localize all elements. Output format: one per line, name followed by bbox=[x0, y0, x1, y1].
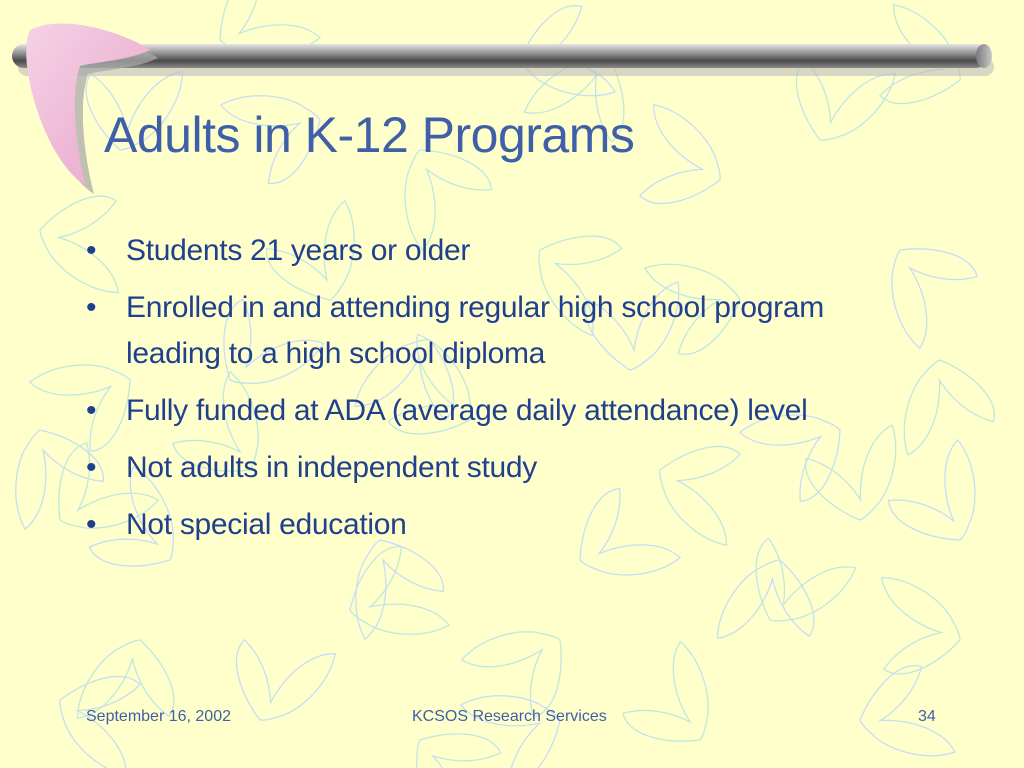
bullet-text: Students 21 years or older bbox=[126, 234, 471, 267]
bullet-marker: • bbox=[86, 234, 97, 267]
bullet-item bbox=[86, 445, 926, 491]
bullet-text: Not adults in independent study bbox=[126, 451, 537, 484]
bullet-text: Enrolled in and attending regular high school program leading to a high school diploma bbox=[126, 291, 824, 370]
bullet-item bbox=[86, 388, 926, 434]
bullet-marker: • bbox=[86, 394, 97, 427]
bullet-item bbox=[86, 285, 926, 377]
bullet-text: Fully funded at ADA (average daily attendance) level bbox=[126, 394, 808, 427]
bullet-marker: • bbox=[86, 291, 97, 324]
bullet-marker: • bbox=[86, 451, 97, 484]
bullet-item bbox=[86, 502, 926, 548]
slide-title: Adults in K-12 Programs bbox=[104, 107, 635, 163]
footer-date: September 16, 2002 bbox=[86, 708, 231, 725]
footer-organization: KCSOS Research Services bbox=[412, 708, 607, 725]
bullet-item bbox=[86, 228, 926, 274]
bullet-marker: • bbox=[86, 508, 97, 541]
bullet-text: Not special education bbox=[126, 508, 407, 541]
bullet-list bbox=[86, 228, 926, 559]
slide-number: 34 bbox=[918, 708, 936, 725]
boomerang-icon bbox=[0, 0, 180, 200]
